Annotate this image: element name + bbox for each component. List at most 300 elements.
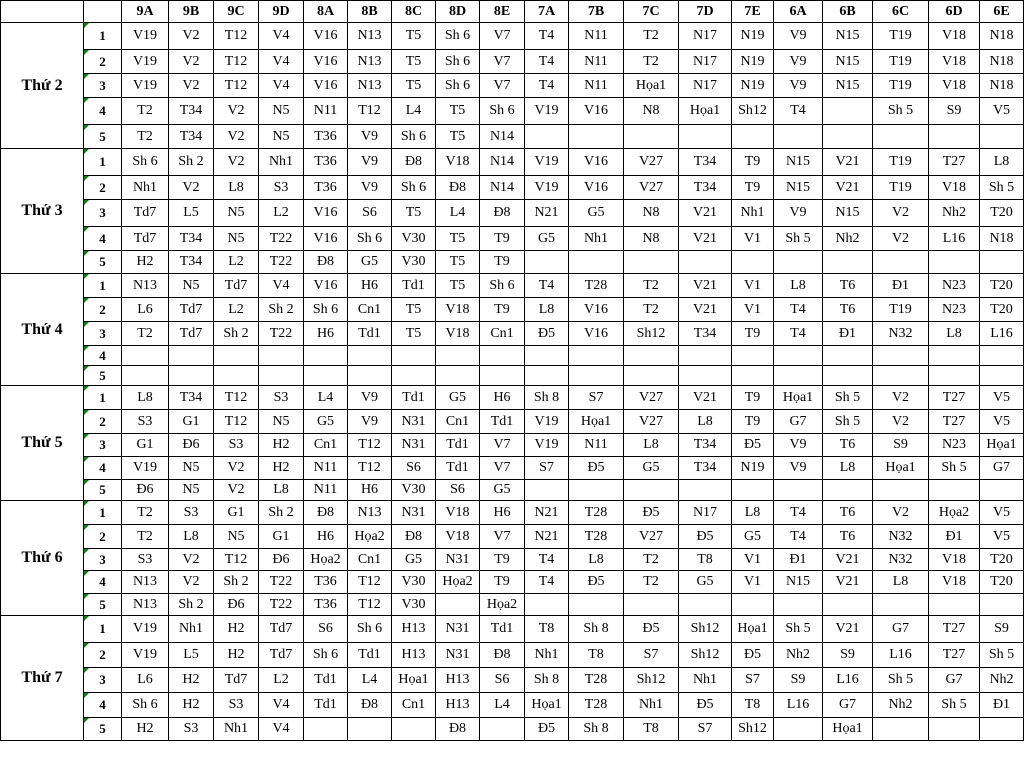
schedule-cell: V2 bbox=[873, 200, 929, 227]
schedule-cell: V7 bbox=[480, 50, 525, 74]
schedule-cell bbox=[774, 366, 823, 386]
schedule-cell bbox=[774, 594, 823, 616]
period-number: 3 bbox=[84, 668, 122, 693]
schedule-cell: T2 bbox=[624, 571, 679, 594]
schedule-cell: T9 bbox=[732, 176, 774, 200]
schedule-cell: V19 bbox=[525, 98, 569, 125]
schedule-cell: S6 bbox=[392, 457, 436, 480]
schedule-cell: Họa1 bbox=[980, 434, 1024, 457]
schedule-cell: Sh 2 bbox=[214, 322, 259, 346]
schedule-cell: T2 bbox=[122, 501, 169, 525]
schedule-cell: T4 bbox=[525, 50, 569, 74]
schedule-cell: Sh 6 bbox=[436, 74, 480, 98]
schedule-cell: Đ5 bbox=[569, 571, 624, 594]
schedule-cell: Sh12 bbox=[732, 98, 774, 125]
schedule-cell: V9 bbox=[774, 50, 823, 74]
schedule-cell bbox=[873, 346, 929, 366]
schedule-cell: T9 bbox=[480, 549, 525, 571]
period-number: 5 bbox=[84, 480, 122, 501]
schedule-cell: V2 bbox=[169, 74, 214, 98]
schedule-cell: T2 bbox=[624, 549, 679, 571]
period-number: 4 bbox=[84, 346, 122, 366]
schedule-cell: L8 bbox=[823, 457, 873, 480]
day-label: Thứ 5 bbox=[1, 386, 84, 501]
schedule-cell: S3 bbox=[214, 434, 259, 457]
schedule-cell: N17 bbox=[679, 23, 732, 50]
schedule-cell: H6 bbox=[480, 501, 525, 525]
schedule-cell: V7 bbox=[480, 23, 525, 50]
schedule-cell bbox=[873, 366, 929, 386]
schedule-cell bbox=[259, 346, 304, 366]
schedule-cell: Sh12 bbox=[679, 616, 732, 643]
schedule-cell: H2 bbox=[214, 643, 259, 668]
schedule-cell: Sh12 bbox=[679, 643, 732, 668]
schedule-cell: T2 bbox=[624, 50, 679, 74]
schedule-cell: V19 bbox=[525, 410, 569, 434]
schedule-cell: Đ8 bbox=[436, 718, 480, 741]
schedule-cell: V16 bbox=[569, 298, 624, 322]
schedule-cell: V4 bbox=[259, 693, 304, 718]
schedule-cell: N31 bbox=[392, 410, 436, 434]
schedule-cell: H13 bbox=[436, 693, 480, 718]
schedule-cell: S9 bbox=[980, 616, 1024, 643]
table-row bbox=[1, 501, 1024, 525]
schedule-cell: S6 bbox=[436, 480, 480, 501]
schedule-cell: N18 bbox=[980, 74, 1024, 98]
schedule-cell: Sh12 bbox=[624, 322, 679, 346]
schedule-cell: N5 bbox=[259, 125, 304, 149]
schedule-cell: T9 bbox=[732, 410, 774, 434]
schedule-cell: G7 bbox=[873, 616, 929, 643]
schedule-cell: V1 bbox=[732, 549, 774, 571]
table-row bbox=[1, 480, 1024, 501]
schedule-cell: N18 bbox=[980, 23, 1024, 50]
schedule-cell: V30 bbox=[392, 227, 436, 251]
schedule-cell: V19 bbox=[122, 50, 169, 74]
schedule-cell: Đ5 bbox=[624, 616, 679, 643]
schedule-cell: H6 bbox=[304, 322, 348, 346]
schedule-cell: N11 bbox=[304, 480, 348, 501]
schedule-cell: L8 bbox=[774, 274, 823, 298]
schedule-cell: Đ1 bbox=[929, 525, 980, 549]
schedule-cell: L8 bbox=[169, 525, 214, 549]
table-row bbox=[1, 718, 1024, 741]
schedule-cell: Sh 6 bbox=[436, 23, 480, 50]
schedule-cell: V2 bbox=[169, 571, 214, 594]
schedule-cell: L5 bbox=[169, 200, 214, 227]
table-row bbox=[1, 434, 1024, 457]
schedule-cell bbox=[348, 346, 392, 366]
class-header-7b: 7B bbox=[569, 1, 624, 23]
schedule-cell bbox=[525, 594, 569, 616]
schedule-cell: T34 bbox=[169, 227, 214, 251]
schedule-cell: N8 bbox=[624, 227, 679, 251]
schedule-cell bbox=[304, 366, 348, 386]
schedule-cell: N21 bbox=[525, 501, 569, 525]
schedule-cell: V21 bbox=[823, 149, 873, 176]
schedule-cell: V19 bbox=[525, 176, 569, 200]
schedule-cell: Nh1 bbox=[169, 616, 214, 643]
schedule-cell: N19 bbox=[732, 74, 774, 98]
schedule-cell: N32 bbox=[873, 549, 929, 571]
schedule-cell: Td7 bbox=[169, 322, 214, 346]
schedule-cell: N8 bbox=[624, 200, 679, 227]
schedule-cell: Họa1 bbox=[873, 457, 929, 480]
schedule-cell bbox=[873, 594, 929, 616]
schedule-cell: T19 bbox=[873, 149, 929, 176]
schedule-cell: N11 bbox=[569, 50, 624, 74]
schedule-cell: Họa2 bbox=[436, 571, 480, 594]
period-number: 4 bbox=[84, 227, 122, 251]
schedule-cell: N5 bbox=[259, 410, 304, 434]
period-number: 4 bbox=[84, 98, 122, 125]
schedule-cell: V1 bbox=[732, 227, 774, 251]
schedule-cell: V16 bbox=[569, 176, 624, 200]
schedule-cell: T34 bbox=[169, 386, 214, 410]
schedule-cell: V7 bbox=[480, 74, 525, 98]
schedule-cell: H2 bbox=[259, 434, 304, 457]
schedule-cell: V4 bbox=[259, 74, 304, 98]
schedule-cell: V9 bbox=[774, 23, 823, 50]
class-header-6b: 6B bbox=[823, 1, 873, 23]
schedule-cell: T12 bbox=[348, 98, 392, 125]
schedule-cell: Sh 5 bbox=[873, 668, 929, 693]
table-row bbox=[1, 251, 1024, 274]
schedule-cell: T12 bbox=[214, 50, 259, 74]
schedule-cell: Td1 bbox=[436, 434, 480, 457]
schedule-cell: N32 bbox=[873, 525, 929, 549]
schedule-cell bbox=[980, 366, 1024, 386]
table-row bbox=[1, 274, 1024, 298]
schedule-cell: T34 bbox=[679, 322, 732, 346]
schedule-cell bbox=[679, 366, 732, 386]
schedule-cell: L8 bbox=[732, 501, 774, 525]
schedule-cell: T20 bbox=[980, 274, 1024, 298]
schedule-cell: T19 bbox=[873, 23, 929, 50]
schedule-cell: N31 bbox=[392, 434, 436, 457]
schedule-cell: Đ8 bbox=[304, 501, 348, 525]
schedule-cell: Cn1 bbox=[304, 434, 348, 457]
schedule-cell: V18 bbox=[436, 298, 480, 322]
schedule-cell: Sh 6 bbox=[122, 693, 169, 718]
schedule-cell: T12 bbox=[214, 74, 259, 98]
schedule-cell: Sh 5 bbox=[774, 227, 823, 251]
period-number: 2 bbox=[84, 176, 122, 200]
schedule-cell: V19 bbox=[122, 74, 169, 98]
day-label: Thứ 3 bbox=[1, 149, 84, 274]
period-number: 4 bbox=[84, 693, 122, 718]
period-number: 1 bbox=[84, 149, 122, 176]
schedule-cell: N5 bbox=[169, 274, 214, 298]
schedule-cell: T22 bbox=[259, 594, 304, 616]
schedule-cell: Nh1 bbox=[569, 227, 624, 251]
schedule-cell: Td7 bbox=[214, 274, 259, 298]
schedule-cell: N13 bbox=[348, 501, 392, 525]
schedule-cell: V27 bbox=[624, 525, 679, 549]
schedule-cell: S7 bbox=[679, 718, 732, 741]
table-row bbox=[1, 386, 1024, 410]
schedule-cell: T34 bbox=[679, 176, 732, 200]
schedule-cell: N31 bbox=[392, 501, 436, 525]
schedule-cell: S3 bbox=[169, 501, 214, 525]
schedule-cell: V2 bbox=[873, 227, 929, 251]
schedule-cell: G5 bbox=[679, 571, 732, 594]
schedule-cell: Nh2 bbox=[774, 643, 823, 668]
schedule-cell: G7 bbox=[929, 668, 980, 693]
schedule-cell: L2 bbox=[259, 668, 304, 693]
schedule-cell bbox=[122, 346, 169, 366]
table-row bbox=[1, 457, 1024, 480]
class-header-8c: 8C bbox=[392, 1, 436, 23]
table-row bbox=[1, 227, 1024, 251]
schedule-cell bbox=[929, 594, 980, 616]
schedule-cell: Cn1 bbox=[348, 549, 392, 571]
schedule-cell: V16 bbox=[569, 149, 624, 176]
schedule-cell bbox=[525, 251, 569, 274]
schedule-cell: N21 bbox=[525, 525, 569, 549]
schedule-cell: T9 bbox=[480, 251, 525, 274]
schedule-cell: S3 bbox=[214, 693, 259, 718]
schedule-cell: T4 bbox=[774, 501, 823, 525]
period-number: 5 bbox=[84, 251, 122, 274]
period-number: 3 bbox=[84, 549, 122, 571]
schedule-cell: S3 bbox=[169, 718, 214, 741]
schedule-cell: T5 bbox=[392, 298, 436, 322]
schedule-cell: V19 bbox=[122, 23, 169, 50]
schedule-cell: T34 bbox=[679, 434, 732, 457]
schedule-cell: G5 bbox=[624, 457, 679, 480]
schedule-cell bbox=[823, 346, 873, 366]
schedule-cell: G5 bbox=[304, 410, 348, 434]
schedule-cell: L8 bbox=[679, 410, 732, 434]
schedule-cell bbox=[732, 346, 774, 366]
schedule-cell: H6 bbox=[348, 480, 392, 501]
timetable-body bbox=[1, 23, 1024, 741]
schedule-cell bbox=[873, 480, 929, 501]
schedule-cell: G5 bbox=[436, 386, 480, 410]
table-row bbox=[1, 98, 1024, 125]
schedule-cell: T2 bbox=[122, 125, 169, 149]
schedule-cell: Họa2 bbox=[304, 549, 348, 571]
schedule-cell: N31 bbox=[436, 549, 480, 571]
schedule-cell: T20 bbox=[980, 571, 1024, 594]
schedule-cell: Đ8 bbox=[480, 643, 525, 668]
schedule-cell: G7 bbox=[980, 457, 1024, 480]
schedule-cell: N5 bbox=[169, 457, 214, 480]
schedule-cell: V21 bbox=[823, 616, 873, 643]
schedule-cell: Họa1 bbox=[624, 74, 679, 98]
schedule-cell: Đ1 bbox=[873, 274, 929, 298]
schedule-cell: G7 bbox=[823, 693, 873, 718]
schedule-cell bbox=[980, 251, 1024, 274]
schedule-cell: V2 bbox=[214, 457, 259, 480]
schedule-cell bbox=[169, 366, 214, 386]
schedule-cell: V21 bbox=[679, 200, 732, 227]
schedule-cell bbox=[348, 718, 392, 741]
schedule-cell: V2 bbox=[873, 501, 929, 525]
schedule-cell: Sh 8 bbox=[569, 616, 624, 643]
schedule-cell bbox=[873, 251, 929, 274]
schedule-cell: V18 bbox=[929, 176, 980, 200]
schedule-cell: V9 bbox=[348, 149, 392, 176]
schedule-cell bbox=[392, 718, 436, 741]
schedule-cell bbox=[732, 366, 774, 386]
period-number: 3 bbox=[84, 434, 122, 457]
schedule-cell: Td1 bbox=[480, 410, 525, 434]
schedule-cell: Đ6 bbox=[259, 549, 304, 571]
schedule-cell: H2 bbox=[122, 718, 169, 741]
schedule-cell: V9 bbox=[774, 200, 823, 227]
schedule-cell: V21 bbox=[823, 176, 873, 200]
schedule-cell: V5 bbox=[980, 410, 1024, 434]
schedule-cell: N19 bbox=[732, 50, 774, 74]
schedule-cell bbox=[569, 480, 624, 501]
schedule-cell: T8 bbox=[679, 549, 732, 571]
schedule-cell: V7 bbox=[480, 525, 525, 549]
schedule-cell: L8 bbox=[980, 149, 1024, 176]
schedule-cell: V16 bbox=[569, 98, 624, 125]
class-header-6a: 6A bbox=[774, 1, 823, 23]
period-number: 4 bbox=[84, 571, 122, 594]
schedule-cell: Đ8 bbox=[436, 176, 480, 200]
schedule-cell: Td7 bbox=[259, 643, 304, 668]
schedule-cell: T2 bbox=[122, 98, 169, 125]
schedule-cell: N23 bbox=[929, 274, 980, 298]
schedule-cell: Td1 bbox=[304, 668, 348, 693]
schedule-cell: Đ8 bbox=[304, 251, 348, 274]
schedule-cell: T12 bbox=[214, 549, 259, 571]
schedule-cell: N13 bbox=[122, 594, 169, 616]
schedule-cell: Họa1 bbox=[679, 98, 732, 125]
schedule-cell: L8 bbox=[214, 176, 259, 200]
schedule-cell: Cn1 bbox=[436, 410, 480, 434]
schedule-cell: Sh 5 bbox=[980, 643, 1024, 668]
schedule-cell bbox=[624, 594, 679, 616]
corner-cell bbox=[1, 1, 84, 23]
schedule-cell: Đ6 bbox=[122, 480, 169, 501]
class-header-9b: 9B bbox=[169, 1, 214, 23]
schedule-cell: T6 bbox=[823, 434, 873, 457]
schedule-cell: G5 bbox=[525, 227, 569, 251]
schedule-cell: V9 bbox=[348, 176, 392, 200]
schedule-cell: T34 bbox=[169, 125, 214, 149]
schedule-cell: N15 bbox=[774, 149, 823, 176]
period-number: 2 bbox=[84, 643, 122, 668]
schedule-cell: V2 bbox=[169, 176, 214, 200]
schedule-cell: N23 bbox=[929, 434, 980, 457]
schedule-cell: V9 bbox=[774, 434, 823, 457]
schedule-cell: T4 bbox=[525, 571, 569, 594]
schedule-cell: V1 bbox=[732, 571, 774, 594]
schedule-cell: Td1 bbox=[348, 322, 392, 346]
table-row bbox=[1, 298, 1024, 322]
schedule-cell: H13 bbox=[392, 643, 436, 668]
schedule-cell: Đ5 bbox=[569, 457, 624, 480]
schedule-cell: Sh 5 bbox=[980, 176, 1024, 200]
schedule-cell: T28 bbox=[569, 668, 624, 693]
schedule-cell: N31 bbox=[436, 643, 480, 668]
schedule-cell: L16 bbox=[823, 668, 873, 693]
schedule-cell bbox=[348, 366, 392, 386]
schedule-cell bbox=[436, 346, 480, 366]
schedule-cell: S7 bbox=[525, 457, 569, 480]
schedule-cell: L8 bbox=[569, 549, 624, 571]
schedule-cell: V21 bbox=[679, 298, 732, 322]
schedule-cell: N5 bbox=[214, 227, 259, 251]
schedule-cell bbox=[480, 366, 525, 386]
period-number: 3 bbox=[84, 74, 122, 98]
schedule-cell bbox=[929, 251, 980, 274]
period-number: 4 bbox=[84, 457, 122, 480]
schedule-cell bbox=[774, 346, 823, 366]
schedule-cell bbox=[392, 346, 436, 366]
table-row bbox=[1, 571, 1024, 594]
schedule-cell: V2 bbox=[873, 410, 929, 434]
schedule-cell: V30 bbox=[392, 571, 436, 594]
schedule-cell: N13 bbox=[348, 74, 392, 98]
schedule-cell bbox=[679, 594, 732, 616]
schedule-cell: N17 bbox=[679, 501, 732, 525]
period-number: 1 bbox=[84, 501, 122, 525]
schedule-cell: Sh 6 bbox=[480, 98, 525, 125]
schedule-cell: T5 bbox=[392, 322, 436, 346]
schedule-cell bbox=[823, 125, 873, 149]
schedule-cell bbox=[732, 251, 774, 274]
schedule-cell: Sh 5 bbox=[929, 693, 980, 718]
schedule-cell: Sh 5 bbox=[873, 98, 929, 125]
schedule-cell: T19 bbox=[873, 50, 929, 74]
schedule-cell: Sh 6 bbox=[348, 616, 392, 643]
schedule-cell: L4 bbox=[480, 693, 525, 718]
schedule-cell: N13 bbox=[122, 571, 169, 594]
schedule-cell: Sh 2 bbox=[214, 571, 259, 594]
schedule-cell bbox=[480, 346, 525, 366]
schedule-cell: L16 bbox=[980, 322, 1024, 346]
schedule-cell: V18 bbox=[436, 322, 480, 346]
table-row bbox=[1, 594, 1024, 616]
schedule-cell: V5 bbox=[980, 98, 1024, 125]
schedule-cell bbox=[259, 366, 304, 386]
class-header-8d: 8D bbox=[436, 1, 480, 23]
schedule-cell: Sh 2 bbox=[169, 149, 214, 176]
schedule-cell bbox=[774, 480, 823, 501]
schedule-cell bbox=[980, 125, 1024, 149]
schedule-cell: T27 bbox=[929, 616, 980, 643]
schedule-cell: Cn1 bbox=[392, 693, 436, 718]
schedule-cell: N19 bbox=[732, 23, 774, 50]
schedule-cell: T5 bbox=[392, 74, 436, 98]
schedule-cell: V16 bbox=[304, 274, 348, 298]
period-number: 2 bbox=[84, 50, 122, 74]
schedule-cell: V2 bbox=[214, 149, 259, 176]
schedule-cell: L4 bbox=[392, 98, 436, 125]
schedule-cell bbox=[214, 366, 259, 386]
schedule-cell bbox=[525, 346, 569, 366]
period-number: 2 bbox=[84, 410, 122, 434]
schedule-cell: V27 bbox=[624, 410, 679, 434]
day-label: Thứ 6 bbox=[1, 501, 84, 616]
schedule-cell: N11 bbox=[304, 98, 348, 125]
schedule-cell: V18 bbox=[436, 501, 480, 525]
schedule-cell: Td7 bbox=[122, 200, 169, 227]
schedule-cell: T22 bbox=[259, 571, 304, 594]
schedule-cell: N5 bbox=[214, 200, 259, 227]
schedule-cell: T19 bbox=[873, 298, 929, 322]
schedule-cell: Họa2 bbox=[929, 501, 980, 525]
schedule-cell: V19 bbox=[122, 457, 169, 480]
schedule-cell: T4 bbox=[525, 74, 569, 98]
schedule-cell: N13 bbox=[122, 274, 169, 298]
